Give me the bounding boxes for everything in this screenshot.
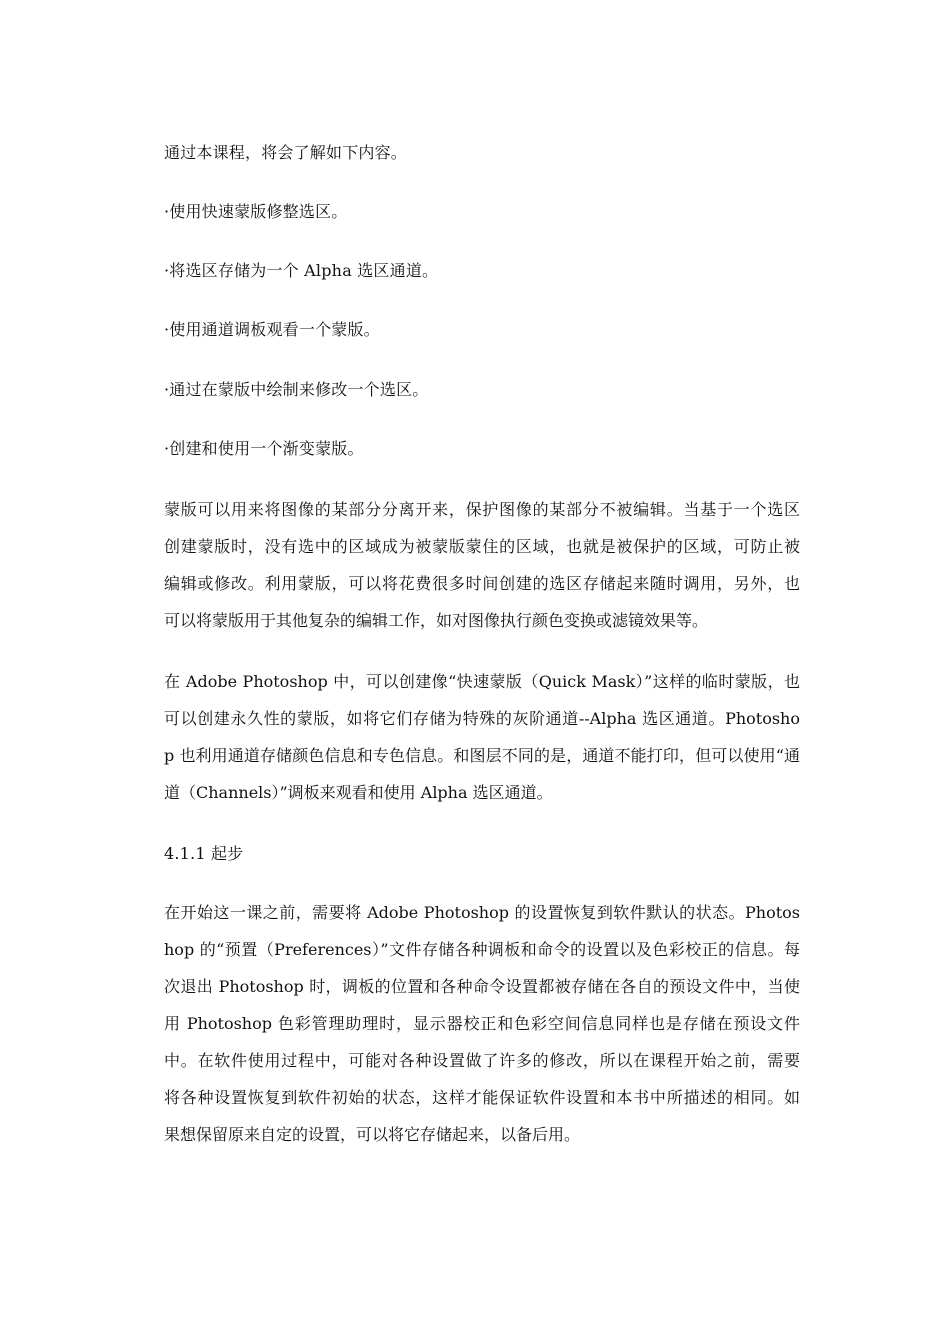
bullet-item: ·将选区存储为一个 Alpha 选区通道。 <box>164 261 439 280</box>
paragraph-line: 用 Photoshop 色彩管理助理时，显示器校正和色彩空间信息同样也是存储在预设文件 <box>164 1014 800 1033</box>
bullet-item: ·创建和使用一个渐变蒙版。 <box>164 439 364 458</box>
paragraph-line: 果想保留原来自定的设置，可以将它存储起来，以备后用。 <box>164 1125 581 1144</box>
paragraph-line: 在 Adobe Photoshop 中，可以创建像“快速蒙版（Quick Mask）”这样的临时蒙版，也 <box>164 672 800 691</box>
paragraph-line: 可以将蒙版用于其他复杂的编辑工作，如对图像执行颜色变换或滤镜效果等。 <box>164 611 709 630</box>
paragraph-line: 创建蒙版时，没有选中的区域成为被蒙版蒙住的区域，也就是被保护的区域，可防止被 <box>164 537 800 556</box>
paragraph-line: 中。在软件使用过程中，可能对各种设置做了许多的修改，所以在课程开始之前，需要 <box>164 1051 800 1070</box>
paragraph-masks-intro <box>164 500 800 631</box>
intro-text: 通过本课程，将会了解如下内容。 <box>164 143 408 162</box>
paragraph-line: 可以创建永久性的蒙版，如将它们存储为特殊的灰阶通道--Alpha 选区通道。Photosho <box>164 709 800 728</box>
paragraph-line: hop 的“预置（Preferences）”文件存储各种调板和命令的设置以及色彩校正的信息。每 <box>164 940 800 959</box>
paragraph-line: p 也利用通道存储颜色信息和专色信息。和图层不同的是，通道不能打印，但可以使用“通 <box>164 746 800 765</box>
paragraph-line: 将各种设置恢复到软件初始的状态，这样才能保证软件设置和本书中所描述的相同。如 <box>164 1088 800 1107</box>
paragraph-line: 编辑或修改。利用蒙版，可以将花费很多时间创建的选区存储起来随时调用，另外，也 <box>164 574 800 593</box>
bullet-item: ·使用通道调板观看一个蒙版。 <box>164 320 380 339</box>
bullet-item: ·使用快速蒙版修整选区。 <box>164 202 348 221</box>
paragraph-getting-started <box>164 903 800 1145</box>
paragraph-quick-mask <box>164 672 800 803</box>
section-heading: 4.1.1 起步 <box>164 844 244 863</box>
paragraph-line: 在开始这一课之前，需要将 Adobe Photoshop 的设置恢复到软件默认的状态。Photos <box>164 903 800 922</box>
paragraph-line: 道（Channels）”调板来观看和使用 Alpha 选区通道。 <box>164 783 553 802</box>
paragraph-line: 次退出 Photoshop 时，调板的位置和各种命令设置都被存储在各自的预设文件中，当使 <box>164 977 800 996</box>
paragraph-line: 蒙版可以用来将图像的某部分分离开来，保护图像的某部分不被编辑。当基于一个选区 <box>164 500 800 519</box>
bullet-item: ·通过在蒙版中绘制来修改一个选区。 <box>164 380 429 399</box>
